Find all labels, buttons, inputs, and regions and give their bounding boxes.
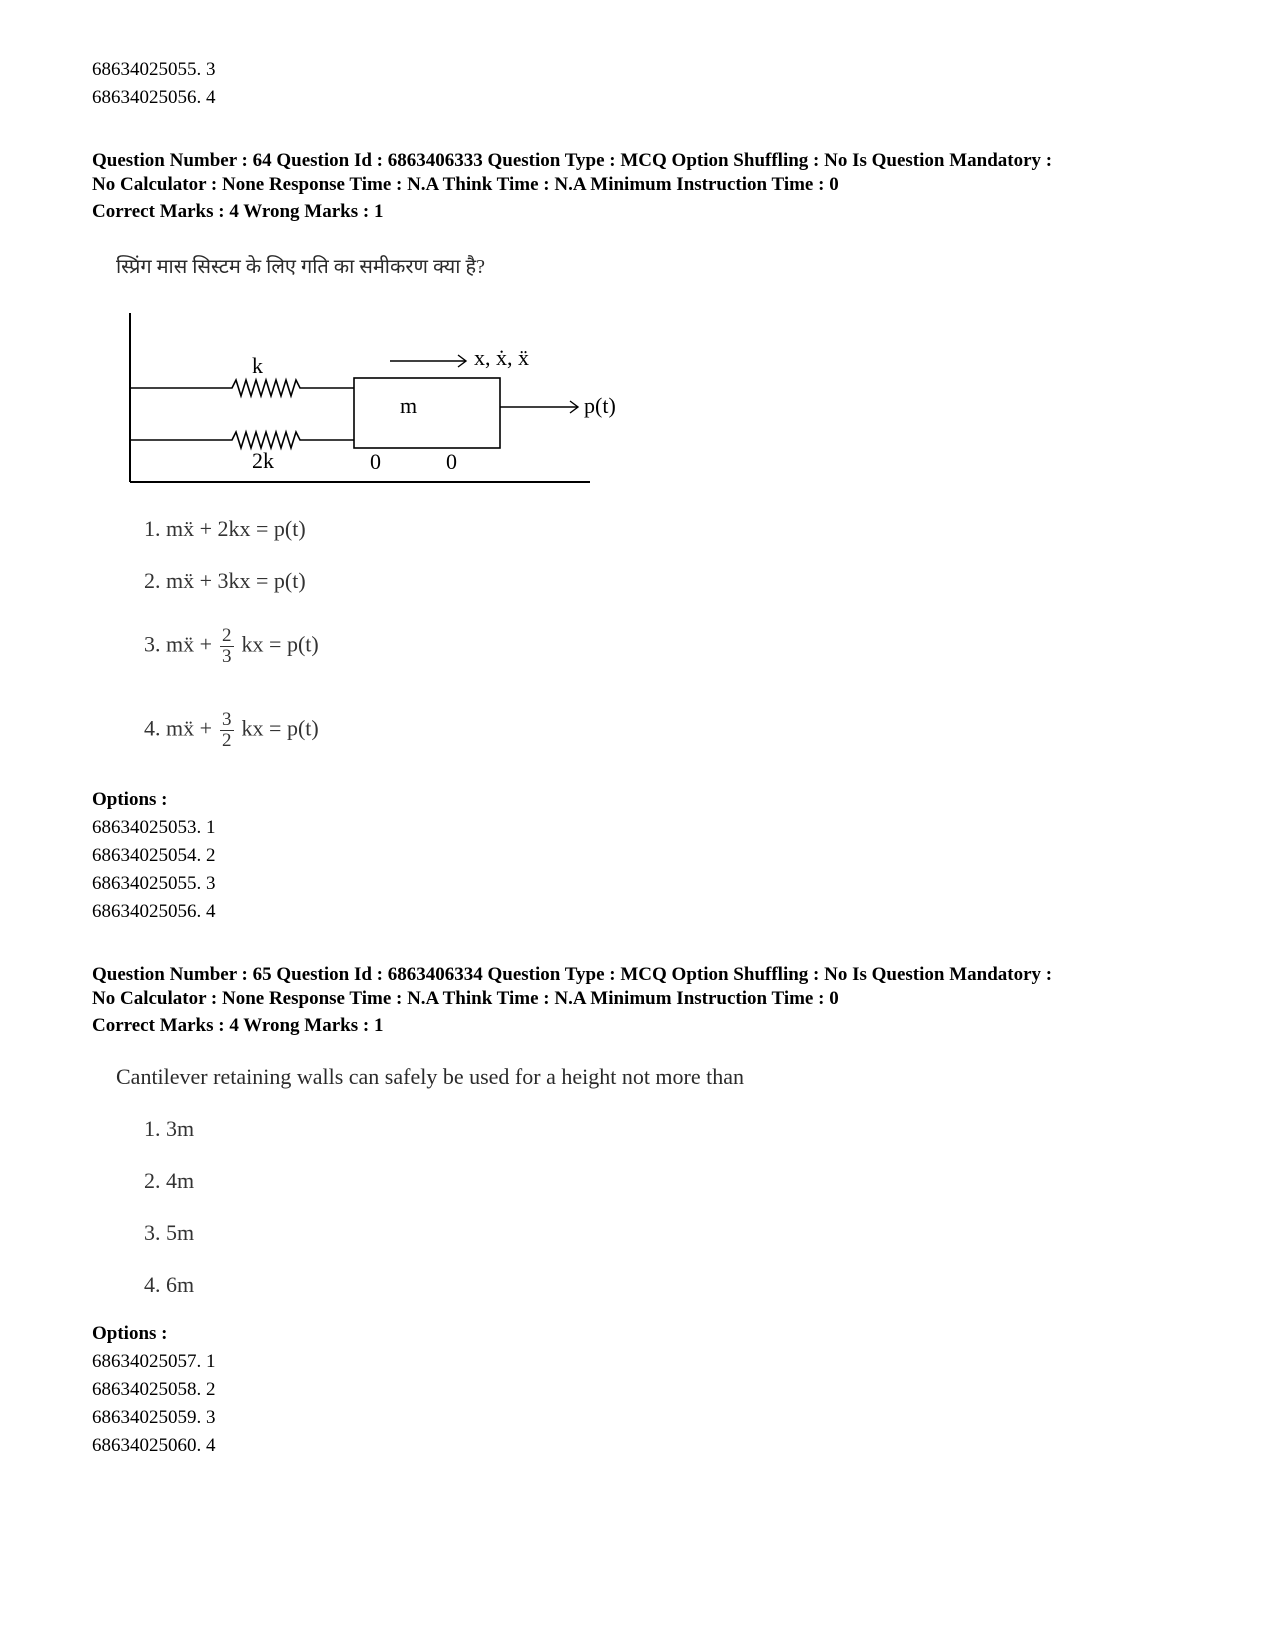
q65-choice-3: 3. 5m — [144, 1220, 195, 1245]
q64-header-line2: No Calculator : None Response Time : N.A Think Time : N.A Minimum Instruction Time : 0 — [92, 174, 839, 195]
q64-choice-4 — [144, 710, 319, 751]
option-id-line: 68634025055. 3 — [92, 873, 216, 894]
q64-marks: Correct Marks : 4 Wrong Marks : 1 — [92, 201, 384, 222]
q64-choice-3 — [144, 626, 319, 667]
q64-choice-2: 2. mẍ + 3kx = p(t) — [144, 568, 306, 593]
q64-question-text: स्प्रिंग मास सिस्टम के लिए गति का समीकरण क्या है? — [116, 256, 485, 278]
fraction-denominator: 3 — [222, 646, 232, 667]
spring-top-label: k — [252, 353, 263, 378]
q65-header-line1: Question Number : 65 Question Id : 6863406334 Question Type : MCQ Option Shuffling : No Is Question Mandatory : — [92, 964, 1053, 985]
q65-question-text: Cantilever retaining walls can safely be used for a height not more than — [116, 1064, 745, 1089]
option-id-line: 68634025055. 3 — [92, 59, 216, 80]
option-id-line: 68634025058. 2 — [92, 1379, 216, 1400]
wheel-right-label: 0 — [446, 449, 457, 474]
fraction-denominator: 2 — [222, 730, 232, 751]
q64-choice-4-prefix: 4. mẍ + — [144, 715, 213, 741]
option-id-line: 68634025053. 1 — [92, 817, 216, 838]
option-id-line: 68634025059. 3 — [92, 1407, 216, 1428]
q64-options-label: Options : — [92, 789, 168, 810]
mass-label: m — [400, 393, 418, 418]
spring-top — [130, 380, 354, 396]
q64-choice-1: 1. mẍ + 2kx = p(t) — [144, 516, 306, 541]
q65-choice-4: 4. 6m — [144, 1272, 195, 1297]
fraction-numerator: 3 — [222, 709, 232, 730]
q64-choice-3-prefix: 3. mẍ + — [144, 631, 213, 657]
spring-bottom-label: 2k — [252, 448, 274, 473]
q64-header-line1: Question Number : 64 Question Id : 6863406333 Question Type : MCQ Option Shuffling : No Is Question Mandatory : — [92, 150, 1053, 171]
mass-box — [354, 378, 500, 448]
q65-choice-2: 2. 4m — [144, 1168, 195, 1193]
option-id-line: 68634025057. 1 — [92, 1351, 216, 1372]
wheel-left-label: 0 — [370, 449, 381, 474]
spring-bottom — [130, 432, 354, 448]
q65-options-label: Options : — [92, 1323, 168, 1344]
option-id-line: 68634025056. 4 — [92, 901, 216, 922]
option-id-line: 68634025060. 4 — [92, 1435, 216, 1456]
spring-mass-diagram — [120, 305, 640, 495]
q65-header-line2: No Calculator : None Response Time : N.A Think Time : N.A Minimum Instruction Time : 0 — [92, 988, 839, 1009]
q64-choice-4-suffix: kx = p(t) — [241, 715, 319, 741]
q65-choice-1: 1. 3m — [144, 1116, 195, 1141]
q64-choice-3-suffix: kx = p(t) — [241, 631, 319, 657]
option-id-line: 68634025056. 4 — [92, 87, 216, 108]
force-label: p(t) — [584, 393, 616, 418]
q65-marks: Correct Marks : 4 Wrong Marks : 1 — [92, 1015, 384, 1036]
q64-choice-3-fraction — [220, 626, 234, 667]
motion-label: x, ẋ, ẍ — [474, 345, 529, 370]
option-id-line: 68634025054. 2 — [92, 845, 216, 866]
q64-choice-4-fraction — [220, 710, 234, 751]
fraction-numerator: 2 — [222, 625, 232, 646]
